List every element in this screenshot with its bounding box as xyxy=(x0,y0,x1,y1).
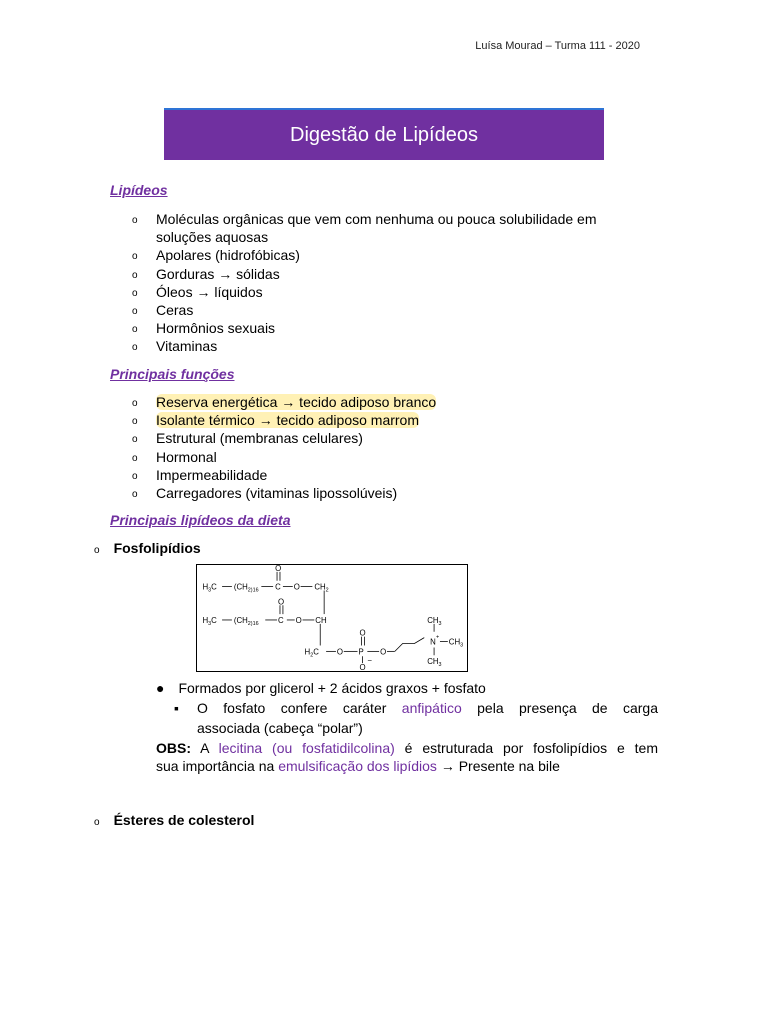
circle-bullet-icon: o xyxy=(132,470,138,482)
fosfolipidios-sub-bullet-line1: O fosfato confere caráter anfipático pela presença de carga xyxy=(197,700,658,716)
chem-carbonyl-o-2: O xyxy=(278,597,285,607)
chem-ester-c-2: C xyxy=(278,615,284,625)
chem-ch-glycerol: CH xyxy=(315,615,327,625)
chem-carbonyl-o-1: O xyxy=(275,565,282,573)
phospholipid-structure-svg xyxy=(197,565,467,671)
circle-bullet-icon: o xyxy=(132,324,138,336)
lecitina-highlight: lecitina (ou fosfatidilcolina) xyxy=(218,740,395,756)
list-item: o Apolares (hidrofóbicas) xyxy=(0,246,656,264)
chem-h3c-1: $H_3C$ xyxy=(202,582,217,594)
square-bullet-icon: ▪ xyxy=(174,700,179,716)
circle-bullet-icon: o xyxy=(132,416,138,428)
highlighted-text: Isolante térmico → tecido adiposo marrom xyxy=(156,412,419,429)
chem-phosphorus: P xyxy=(358,647,364,657)
circle-bullet-icon: o xyxy=(132,489,138,501)
fosfolipidios-heading: o Fosfolipídios xyxy=(94,540,201,556)
funcoes-list xyxy=(0,393,656,502)
circle-bullet-icon: o xyxy=(94,817,100,828)
chem-ester-c-1: C xyxy=(275,582,281,592)
circle-bullet-icon: o xyxy=(132,269,138,281)
esteres-heading: o Ésteres de colesterol xyxy=(94,812,255,828)
chem-ch2-chain-1: $(CH_2)16$ xyxy=(233,582,259,594)
list-item: o Vitaminas xyxy=(0,337,656,355)
circle-bullet-icon: o xyxy=(132,215,138,226)
chem-ester-o-1: O xyxy=(293,582,300,592)
section-title-lipideos: Lipídeos xyxy=(110,182,168,198)
list-item xyxy=(0,393,656,411)
chem-plus-charge: + xyxy=(436,634,440,641)
list-item: o Estrutural (membranas celulares) xyxy=(0,429,656,447)
chem-phosphate-o-left: O xyxy=(336,647,344,657)
circle-bullet-icon: o xyxy=(94,545,100,556)
circle-bullet-icon: o xyxy=(132,434,138,446)
emulsificacao-highlight: emulsificação dos lipídios xyxy=(278,758,437,774)
page-title: Digestão de Lipídeos xyxy=(290,123,478,146)
chem-ch3-top: $CH_3$ xyxy=(427,615,442,627)
chem-minus-charge: − xyxy=(367,656,372,666)
list-item: o Ceras xyxy=(0,301,656,319)
chem-ch2-chain-2: $(CH_2)16$ xyxy=(233,615,259,627)
list-item: o Moléculas orgânicas que vem com nenhuma ou pouca solubilidade em xyxy=(0,210,656,228)
title-banner xyxy=(164,108,604,160)
obs-line2: sua importância na emulsificação dos lipídios → Presente na bile xyxy=(156,758,560,774)
lipideos-list xyxy=(0,210,656,356)
anfipatico-highlight: anfipático xyxy=(401,700,462,716)
circle-bullet-icon: o xyxy=(132,452,138,464)
chem-phosphate-o-bottom: O xyxy=(359,663,366,671)
chem-ch3-right: $CH_3$ xyxy=(448,637,464,649)
chem-ester-o-2: O xyxy=(295,615,302,625)
chem-h3c-2: $H_3C$ xyxy=(202,615,217,627)
chem-ch2-glycerol: $CH_2$ xyxy=(314,582,329,594)
circle-bullet-icon: o xyxy=(132,306,138,318)
chem-phosphate-o-top: O xyxy=(359,628,366,638)
disc-bullet-icon: ● xyxy=(156,680,165,696)
section-title-funcoes: Principais funções xyxy=(110,366,235,382)
chem-ch3-bottom: $CH_3$ xyxy=(427,657,442,669)
header-author: Luísa Mourad – Turma 111 - 2020 xyxy=(475,40,640,52)
chem-nitrogen: N xyxy=(430,637,436,647)
circle-bullet-icon: o xyxy=(132,251,138,263)
list-item: o Hormonal xyxy=(0,448,656,466)
list-item: o Óleos → líquidos xyxy=(0,283,656,301)
list-item: o Hormônios sexuais xyxy=(0,319,656,337)
fosfolipidios-bullet: ● Formados por glicerol + 2 ácidos graxos + fosfato xyxy=(156,680,486,696)
highlighted-text: Reserva energética → tecido adiposo branco xyxy=(156,394,437,410)
list-item: o Impermeabilidade xyxy=(0,466,656,484)
circle-bullet-icon: o xyxy=(132,287,138,299)
list-item: o Gorduras → sólidas xyxy=(0,265,656,283)
obs-line1: OBS: A lecitina (ou fosfatidilcolina) é estruturada por fosfolipídios e tem xyxy=(156,740,659,756)
chem-phosphate-o-right: O xyxy=(380,647,387,657)
list-item: o Carregadores (vitaminas lipossolúveis) xyxy=(0,484,656,502)
circle-bullet-icon: o xyxy=(132,398,138,409)
fosfolipidios-sub-bullet-line2: associada (cabeça “polar”) xyxy=(197,720,363,736)
section-title-dieta: Principais lipídeos da dieta xyxy=(110,512,291,528)
chem-h2c: $H_2C$ xyxy=(304,647,319,659)
circle-bullet-icon: o xyxy=(132,342,138,354)
list-item-continuation: soluções aquosas xyxy=(156,229,269,246)
list-item xyxy=(0,411,656,429)
phospholipid-structure-diagram xyxy=(196,564,468,672)
